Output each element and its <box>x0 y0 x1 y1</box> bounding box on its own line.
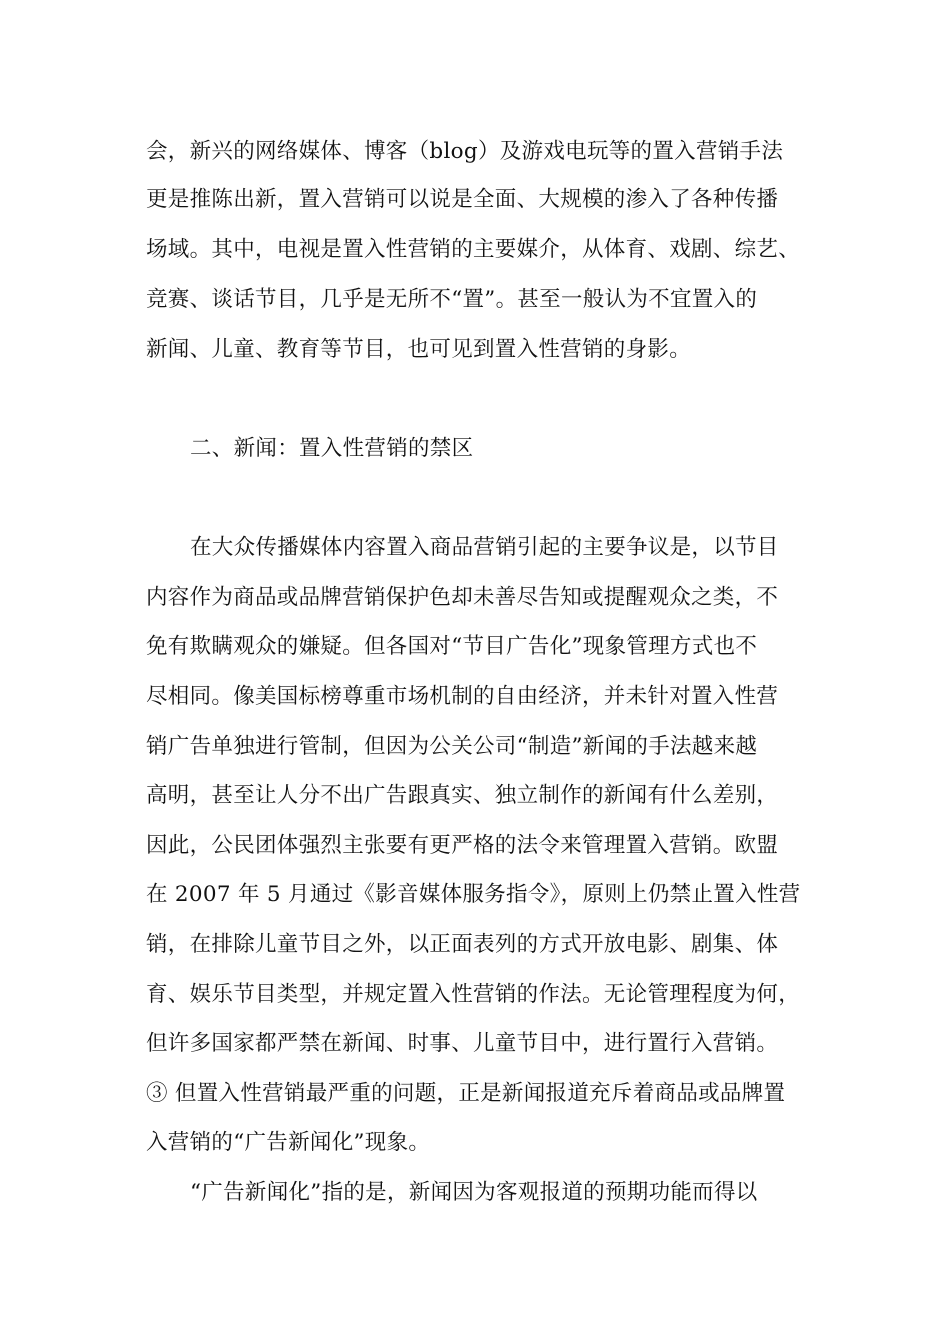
paragraph-1-line-1: 会，新兴的网络媒体、博客（blog）及游戏电玩等的置入营销手法 <box>146 139 784 164</box>
paragraph-1-line-4: 竞赛、谈话节目，几乎是无所不“置”。甚至一般认为不宜置入的 <box>146 287 758 312</box>
paragraph-2-line-10: 育、娱乐节目类型，并规定置入性营销的作法。无论管理程度为何， <box>146 982 801 1007</box>
paragraph-2-line-2: 内容作为商品或品牌营销保护色却未善尽告知或提醒观众之类，不 <box>146 585 779 610</box>
paragraph-2-line-13: 入营销的“广告新闻化”现象。 <box>146 1130 431 1155</box>
paragraph-2-line-7: 因此，公民团体强烈主张要有更严格的法令来管理置入营销。欧盟 <box>146 833 779 858</box>
paragraph-3-line-1: “广告新闻化”指的是，新闻因为客观报道的预期功能而得以 <box>190 1180 758 1205</box>
paragraph-2-line-4: 尽相同。像美国标榜尊重市场机制的自由经济，并未针对置入性营 <box>146 684 779 709</box>
paragraph-2-line-6: 高明，甚至让人分不出广告跟真实、独立制作的新闻有什么差别， <box>146 783 779 808</box>
section-heading: 二、新闻：置入性营销的禁区 <box>190 436 474 461</box>
paragraph-2-line-1: 在大众传播媒体内容置入商品营销引起的主要争议是，以节目 <box>190 535 779 560</box>
paragraph-1-line-5: 新闻、儿童、教育等节目，也可见到置入性营销的身影。 <box>146 337 692 362</box>
paragraph-2-line-8: 在 2007 年 5 月通过《影音媒体服务指令》，原则上仍禁止置入性营 <box>146 882 801 907</box>
paragraph-2-line-9: 销，在排除儿童节目之外，以正面表列的方式开放电影、剧集、体 <box>146 932 779 957</box>
paragraph-2-line-11: 但许多国家都严禁在新闻、时事、儿童节目中，进行置行入营销。 <box>146 1031 779 1056</box>
paragraph-1-line-2: 更是推陈出新，置入营销可以说是全面、大规模的渗入了各种传播 <box>146 187 779 212</box>
paragraph-2-line-12: ③ 但置入性营销最严重的问题，正是新闻报道充斥着商品或品牌置 <box>146 1081 786 1106</box>
paragraph-2-line-5: 销广告单独进行管制，但因为公关公司“制造”新闻的手法越来越 <box>146 734 758 759</box>
paragraph-1-line-3: 场域。其中，电视是置入性营销的主要媒介，从体育、戏剧、综艺、 <box>146 237 801 262</box>
paragraph-2-line-3: 免有欺瞒观众的嫌疑。但各国对“节目广告化”现象管理方式也不 <box>146 634 758 659</box>
